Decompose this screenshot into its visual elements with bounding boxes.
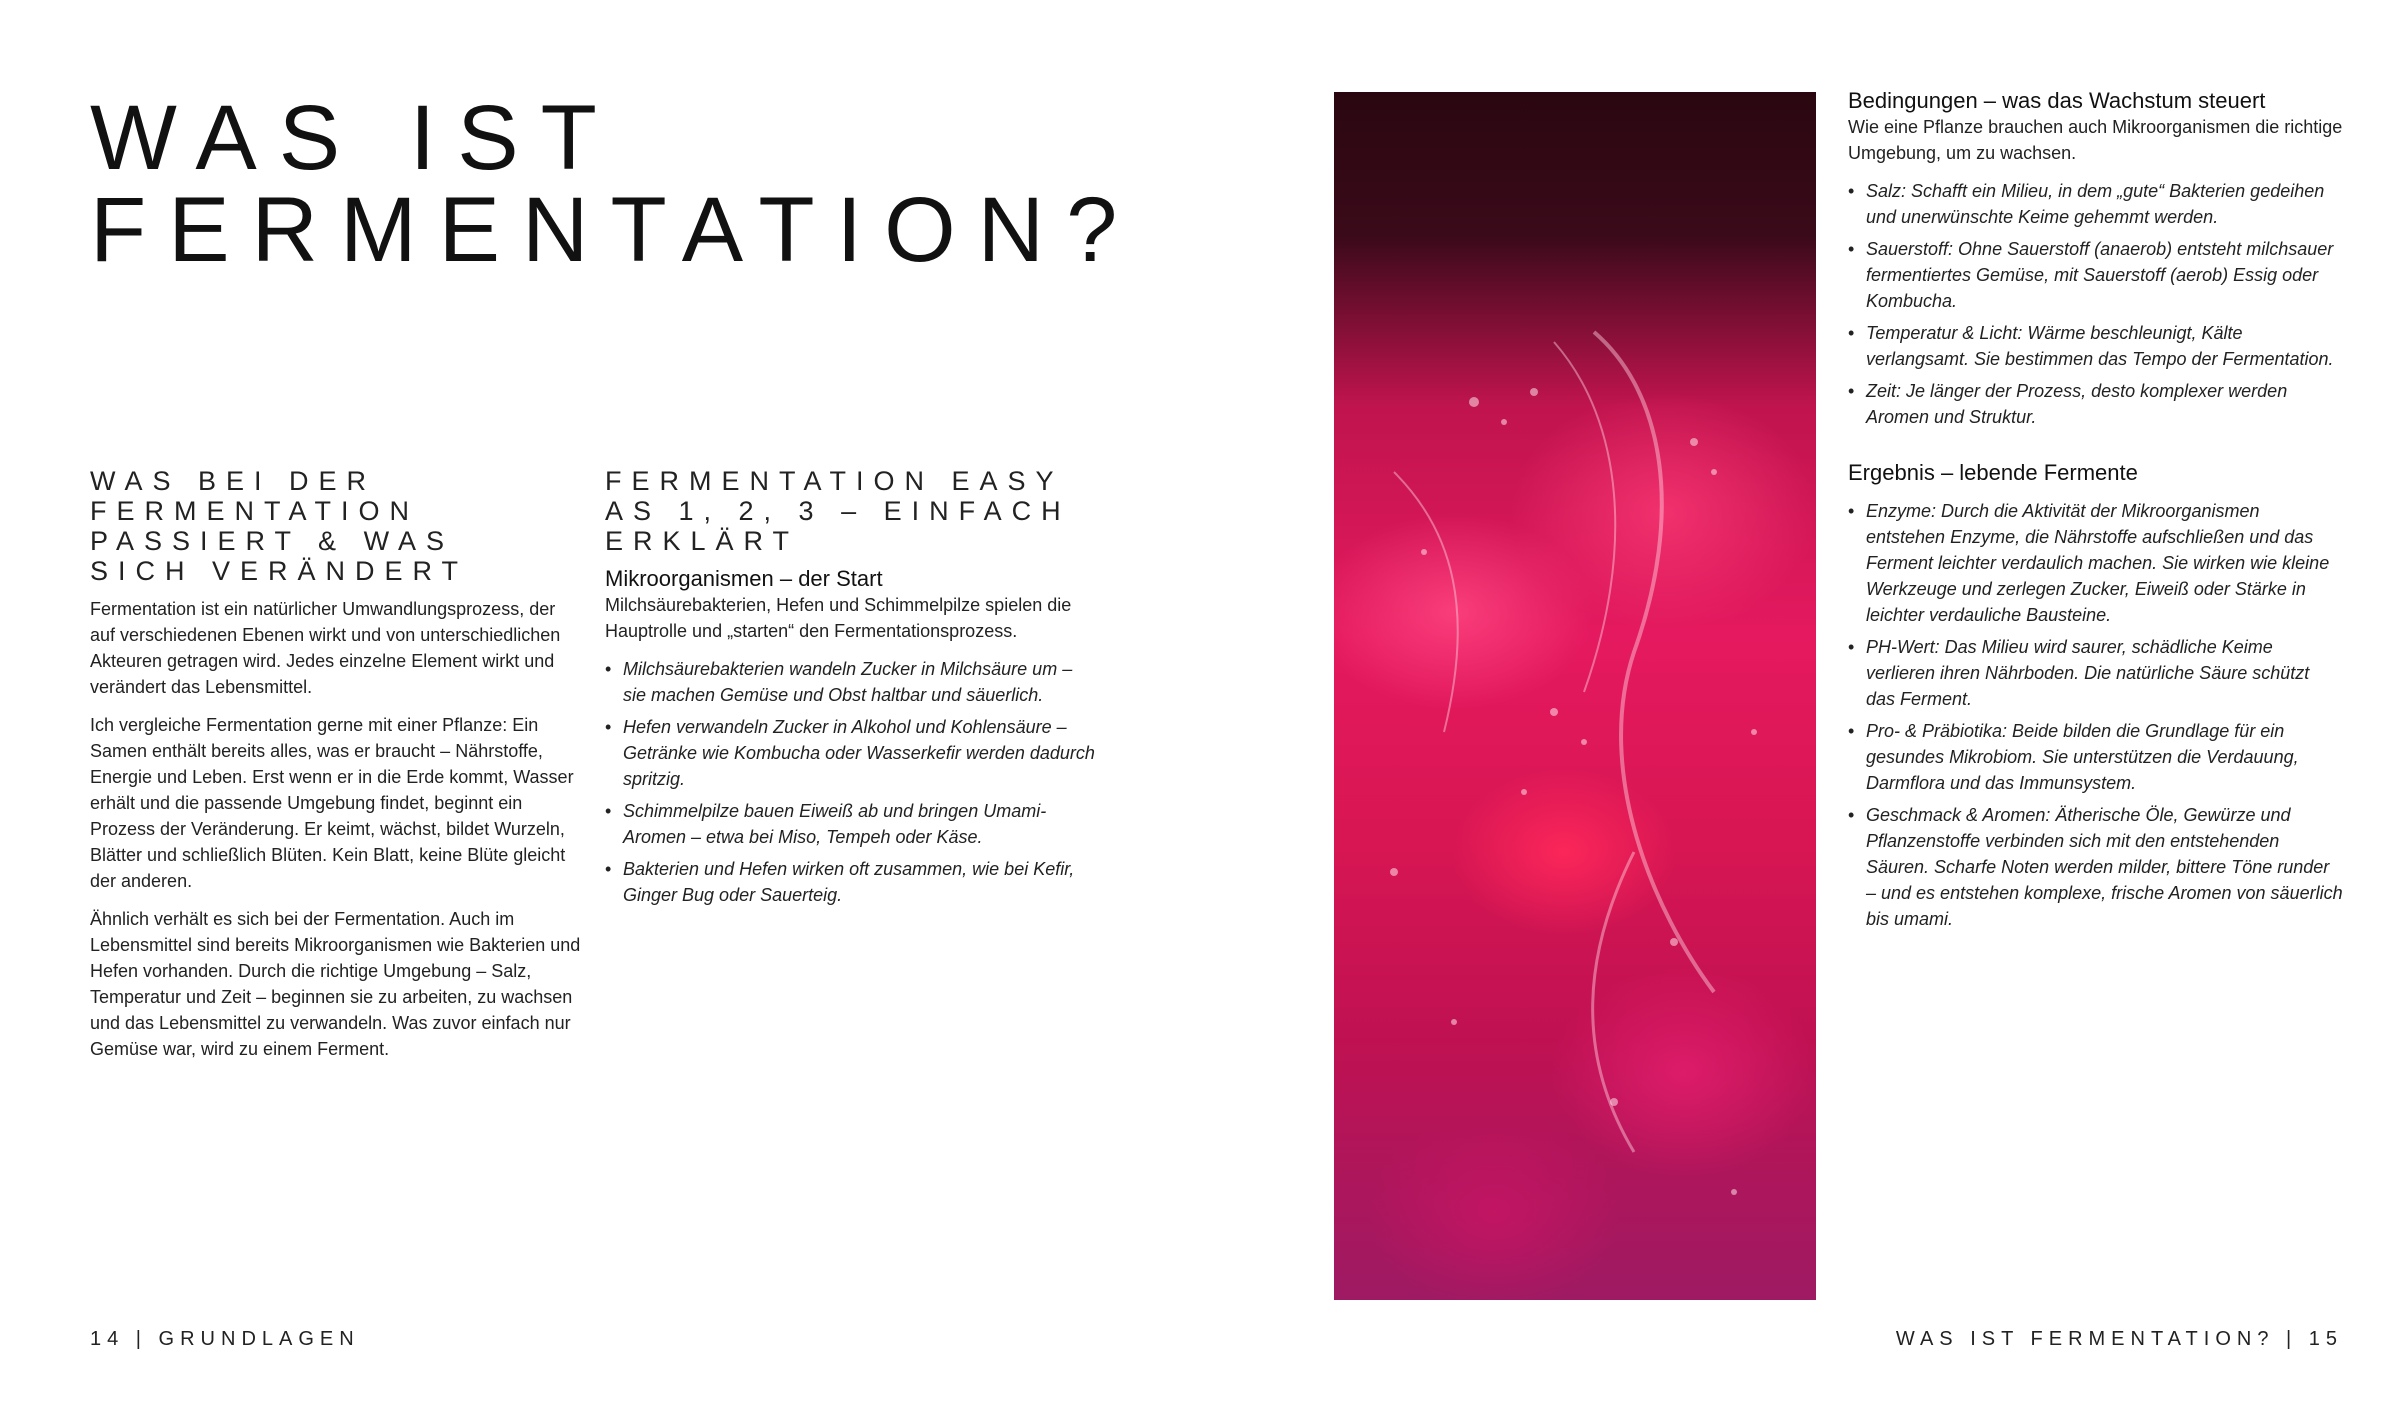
list-item: • Milchsäurebakterien wandeln Zucker in Milchsäure um – sie machen Gemüse und Obst haltbar und säuerlich. <box>605 656 1100 708</box>
subheading-conditions: Bedingungen – was das Wachstum steuert <box>1848 88 2266 113</box>
list-item: • Zeit: Je länger der Prozess, desto komplexer werden Aromen und Struktur. <box>1848 378 2343 430</box>
paragraph: Milchsäurebakterien, Hefen und Schimmelpilze spielen die Hauptrolle und „starten“ den Fermentationsprozess. <box>605 595 1072 641</box>
page-title <box>90 87 1140 281</box>
glass-reflection <box>1394 472 1458 732</box>
list-item: • Geschmack & Aromen: Ätherische Öle, Gewürze und Pflanzenstoffe verbinden sich mit den entstehenden Säuren. Scharfe Noten werden milder, bittere Töne runder – und es entstehen komplexe, frische Aromen von säuerlich bis umami. <box>1848 802 2343 932</box>
title-line-2: FERMENTATION? <box>90 179 1140 281</box>
column-middle <box>605 466 1100 914</box>
list-item: • Pro- & Präbiotika: Beide bilden die Grundlage für ein gesundes Mikrobiom. Sie unterstützen die Verdauung, Darmflora und das Immunsystem. <box>1848 718 2343 796</box>
section-heading-fermentation-process: WAS BEI DER FERMENTATION PASSIERT & WAS SICH VERÄNDERT <box>90 466 469 586</box>
glass-reflection <box>1593 852 1634 1152</box>
list-item: • Bakterien und Hefen wirken oft zusammen, wie bei Kefir, Ginger Bug oder Sauerteig. <box>605 856 1100 908</box>
paragraph: Wie eine Pflanze brauchen auch Mikroorganismen die richtige Umgebung, um zu wachsen. <box>1848 117 2343 163</box>
bullet-list <box>1848 178 2343 430</box>
title-line-1: WAS IST <box>90 87 619 189</box>
column-left <box>90 466 585 1074</box>
list-item: • Schimmelpilze bauen Eiweiß ab und bringen Umami-Aromen – etwa bei Miso, Tempeh oder Käse. <box>605 798 1100 850</box>
list-item: • Salz: Schafft ein Milieu, in dem „gute“ Bakterien gedeihen und unerwünschte Keime gehemmt werden. <box>1848 178 2343 230</box>
subheading-result: Ergebnis – lebende Fermente <box>1848 460 2138 485</box>
glass-reflection <box>1594 332 1714 992</box>
subheading-microorganisms: Mikroorganismen – der Start <box>605 566 883 591</box>
paragraph: Ähnlich verhält es sich bei der Fermentation. Auch im Lebensmittel sind bereits Mikroorganismen wie Bakterien und Hefen vorhanden. Durch die richtige Umgebung – Salz, Temperatur und Zeit – beginnen sie zu arbeiten, zu wachsen und das Lebensmittel zu verwandeln. Was zuvor einfach nur Gemüse war, wird zu einem Ferment. <box>90 909 581 1059</box>
list-item: • PH-Wert: Das Milieu wird saurer, schädliche Keime verlieren ihren Nährboden. Die natürliche Säure schützt das Ferment. <box>1848 634 2343 712</box>
list-item: • Sauerstoff: Ohne Sauerstoff (anaerob) entsteht milchsauer fermentiertes Gemüse, mit Sauerstoff (aerob) Essig oder Kombucha. <box>1848 236 2343 314</box>
fermented-vegetables-photo <box>1334 92 1816 1300</box>
paragraph: Ich vergleiche Fermentation gerne mit einer Pflanze: Ein Samen enthält bereits alles, was er braucht – Nährstoffe, Energie und Leben. Erst wenn er in die Erde kommt, Wasser erhält und die passende Umgebung findet, beginnt ein Prozess der Veränderung. Er keimt, wächst, bildet Wurzeln, Blätter und schließlich Blüten. Kein Blatt, keine Blüte gleicht der anderen. <box>90 715 574 891</box>
section-heading-fermentation-easy: FERMENTATION EASY AS 1, 2, 3 – EINFACH ERKLÄRT <box>605 466 1071 556</box>
list-item: • Hefen verwandeln Zucker in Alkohol und Kohlensäure – Getränke wie Kombucha oder Wasserkefir werden dadurch spritzig. <box>605 714 1100 792</box>
footer-page-number-right: WAS IST FERMENTATION? | 15 <box>1895 1328 2343 1350</box>
list-item: • Enzyme: Durch die Aktivität der Mikroorganismen entstehen Enzyme, die Nährstoffe aufschließen und das Ferment leichter verdaulich machen. Sie wirken wie kleine Werkzeuge und zerlegen Zucker, Eiweiß oder Stärke in leichter verdauliche Bausteine. <box>1848 498 2343 628</box>
footer-page-number-left: 14 | GRUNDLAGEN <box>90 1328 360 1350</box>
glass-reflection <box>1554 342 1615 692</box>
column-right <box>1848 88 2343 938</box>
list-item: • Temperatur & Licht: Wärme beschleunigt, Kälte verlangsamt. Sie bestimmen das Tempo der Fermentation. <box>1848 320 2343 372</box>
photo-texture <box>1334 92 1816 1300</box>
bullet-list <box>1848 498 2343 932</box>
bullet-list <box>605 656 1100 908</box>
paragraph: Fermentation ist ein natürlicher Umwandlungsprozess, der auf verschiedenen Ebenen wirkt und von unterschiedlichen Akteuren getragen wird. Jedes einzelne Element wirkt und verändert das Lebensmittel. <box>90 599 561 697</box>
